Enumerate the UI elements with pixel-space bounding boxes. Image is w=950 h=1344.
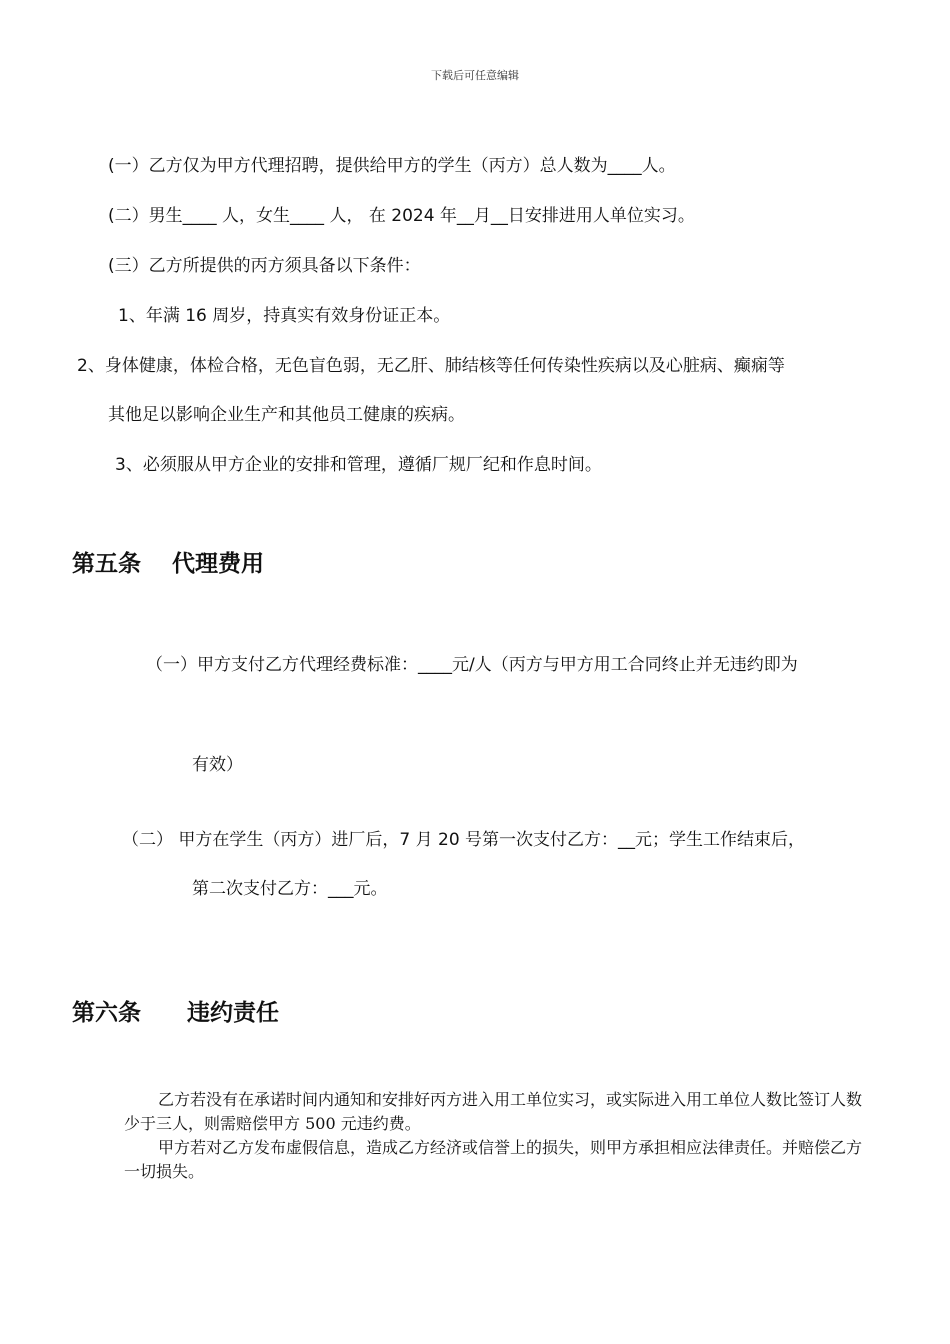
clause6-heading: 第六条 违约责任 xyxy=(72,1000,279,1026)
header-note: 下载后可任意编辑 xyxy=(431,69,519,82)
item-1: (一）乙方仅为甲方代理招聘，提供给甲方的学生（丙方）总人数为____人。 xyxy=(108,156,676,176)
item-2: (二）男生____ 人，女生____ 人， 在 2024 年__月__日安排进用人单位实习。 xyxy=(108,206,695,226)
condition-2-line-1: 2、身体健康，体检合格，无色盲色弱，无乙肝、肺结核等任何传染性疾病以及心脏病、癫痫等 xyxy=(77,356,785,376)
fee-item-2-line-1: （二） 甲方在学生（丙方）进厂后，7 月 20 号第一次支付乙方：__元；学生工作结束后， xyxy=(122,830,806,850)
clause5-heading: 第五条 代理费用 xyxy=(72,551,265,577)
condition-3: 3、必须服从甲方企业的安排和管理，遵循厂规厂纪和作息时间。 xyxy=(115,455,602,475)
item-3: (三）乙方所提供的丙方须具备以下条件： xyxy=(108,256,421,276)
condition-1: 1、年满 16 周岁，持真实有效身份证正本。 xyxy=(118,306,451,326)
penalty-paragraph-1: 乙方若没有在承诺时间内通知和安排好丙方进入用工单位实习，或实际进入用工单位人数比签订人数少于三人，则需赔偿甲方 500 元违约费。 xyxy=(124,1090,863,1133)
condition-2-line-2: 其他足以影响企业生产和其他员工健康的疾病。 xyxy=(108,405,465,425)
fee-item-1-line-1: （一）甲方支付乙方代理经费标准：____元/人（丙方与甲方用工合同终止并无违约即为 xyxy=(146,655,798,675)
fee-item-1-line-2: 有效） xyxy=(192,755,243,775)
fee-item-2-line-2: 第二次支付乙方：___元。 xyxy=(192,879,388,899)
penalty-paragraph-2: 甲方若对乙方发布虚假信息，造成乙方经济或信誉上的损失，则甲方承担相应法律责任。并赔偿乙方一切损失。 xyxy=(124,1138,863,1181)
